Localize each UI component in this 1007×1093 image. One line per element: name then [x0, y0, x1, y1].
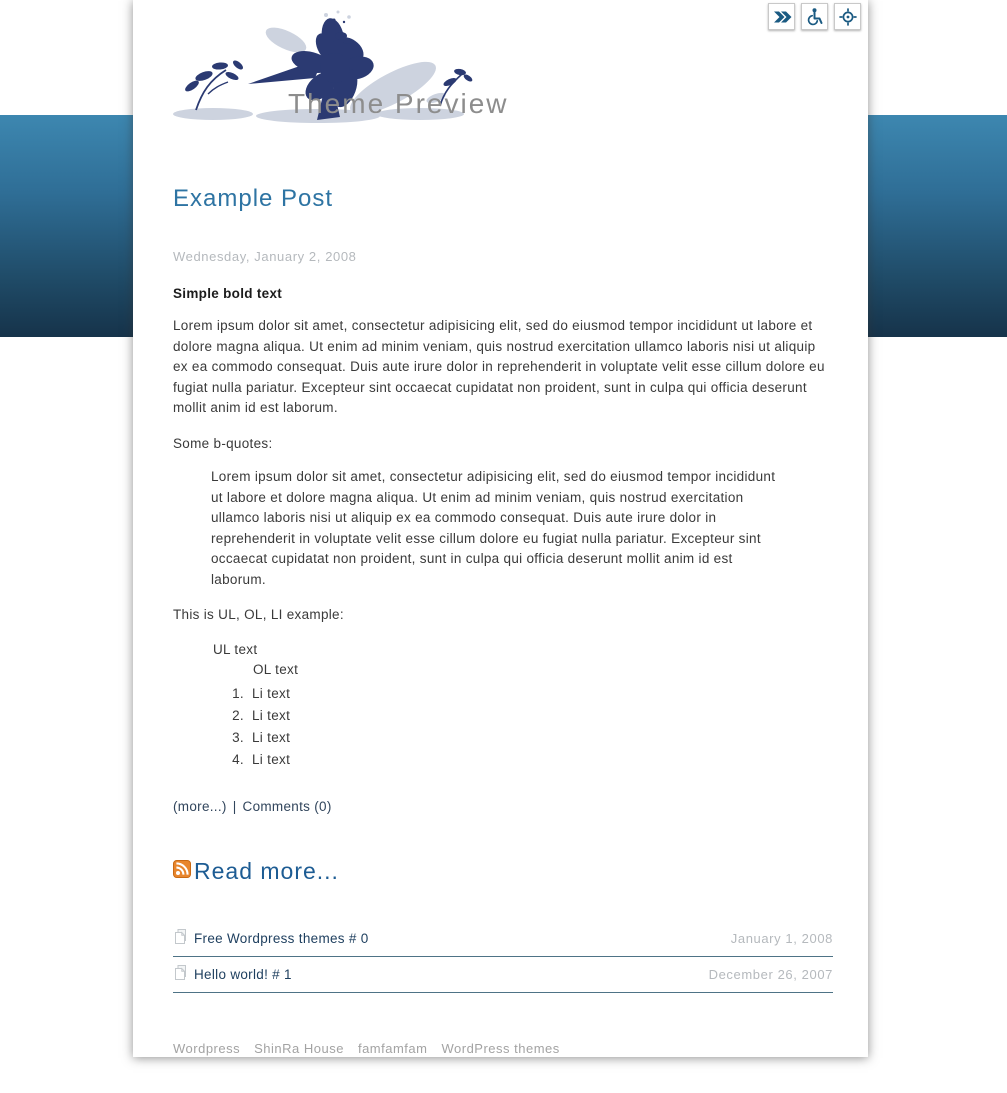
footer-links [173, 1041, 833, 1056]
recent-posts-list [173, 921, 833, 993]
footer-link-wordpress-themes[interactable]: WordPress themes [441, 1040, 560, 1056]
post-link[interactable]: Free Wordpress themes # 0 [194, 931, 369, 946]
read-more-heading: Read more... [194, 857, 339, 884]
more-link[interactable]: (more...) [173, 798, 227, 814]
theme-preview-page [133, 0, 868, 1057]
ol-item: OL text [253, 662, 299, 677]
footer-link-wordpress[interactable]: Wordpress [173, 1040, 241, 1056]
post-row-date: January 1, 2008 [730, 931, 833, 946]
post-title[interactable]: Example Post [173, 185, 334, 212]
post-date: Wednesday, January 2, 2008 [173, 249, 357, 264]
post-row-date: December 26, 2007 [708, 967, 833, 982]
list-item: 1. Li text [248, 683, 833, 705]
rss-feed-icon[interactable] [173, 860, 191, 883]
post-row[interactable] [173, 921, 833, 957]
post-bold-intro: Simple bold text [173, 286, 283, 301]
read-more-section-header [173, 858, 833, 885]
post-row[interactable] [173, 957, 833, 993]
site-title: Theme Preview [288, 88, 509, 119]
post-meta-links [173, 799, 833, 814]
page-copy-icon [173, 964, 189, 986]
list-item: 3. Li text [248, 727, 833, 749]
post-blockquote: Lorem ipsum dolor sit amet, consectetur adipisicing elit, sed do eiusmod tempor incididunt ut labore et dolore magna aliqua. Ut enim ad minim veniam, quis nostrud exercitation ullamco laboris nisi ut aliquip ex ea commodo consequat. Duis aute irure dolor in reprehenderit in voluptate velit esse cillum dolore eu fugiat nulla pariatur. Excepteur sint occaecat cupidatat non proident, sunt in culpa qui officia deserunt mollit anim id est laborum. [211, 469, 776, 587]
page-content [133, 0, 868, 1057]
list-item: 4. Li text [248, 749, 833, 771]
footer-link-shinra-house[interactable]: ShinRa House [254, 1040, 344, 1056]
numbered-list [173, 683, 833, 771]
focus-target-button[interactable] [834, 3, 861, 30]
comments-link[interactable]: Comments (0) [242, 798, 332, 814]
quote-label: Some b-quotes: [173, 435, 273, 451]
target-icon [838, 7, 858, 27]
post-link[interactable]: Hello world! # 1 [194, 967, 292, 982]
page-copy-icon [173, 928, 189, 950]
list-item: 2. Li text [248, 705, 833, 727]
ul-item: UL text [213, 641, 258, 657]
header [173, 0, 833, 140]
post-paragraph: Lorem ipsum dolor sit amet, consectetur adipisicing elit, sed do eiusmod tempor incididunt ut labore et dolore magna aliqua. Ut enim ad minim veniam, quis nostrud exercitation ullamco laboris nisi ut aliquip ex ea commodo consequat. Duis aute irure dolor in reprehenderit in voluptate velit esse cillum dolore eu fugiat nulla pariatur. Excepteur sint occaecat cupidatat non proident, sunt in culpa qui officia deserunt mollit anim id est laborum. [173, 318, 825, 415]
list-example-label: This is UL, OL, LI example: [173, 607, 344, 622]
footer-link-famfamfam[interactable]: famfamfam [357, 1040, 428, 1056]
link-separator: | [232, 798, 237, 814]
